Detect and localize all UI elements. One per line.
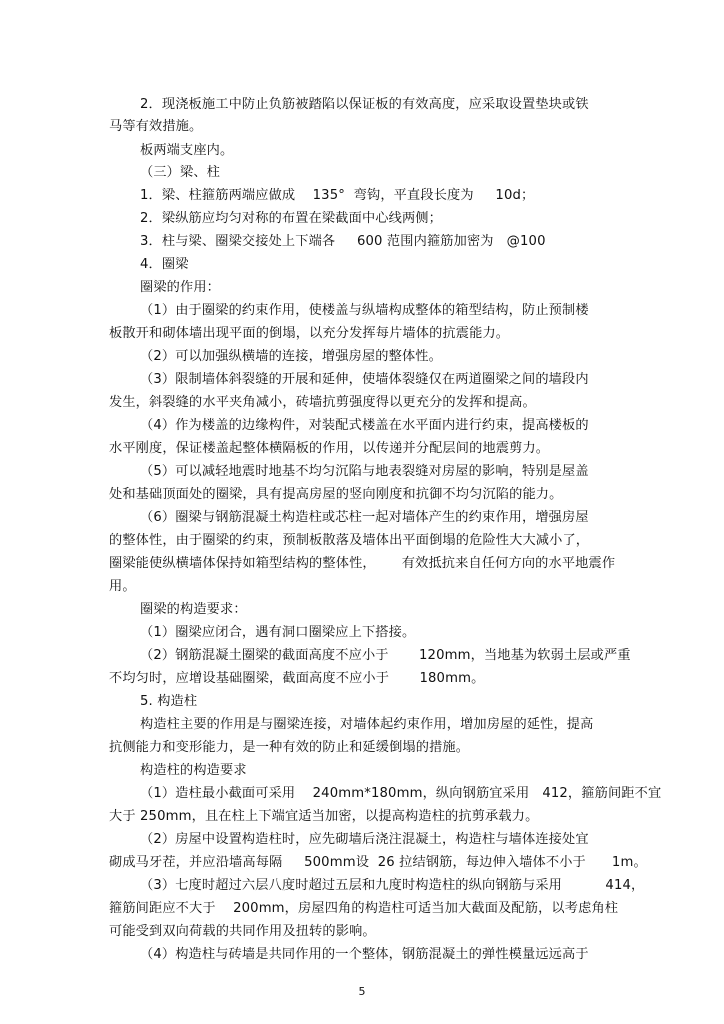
- section-heading: （三）梁、柱: [140, 165, 221, 180]
- text-line: 圈梁能使纵横墙体保持如箱型结构的整体性， 有效抵抗来自任何方向的水平地震作: [109, 556, 616, 571]
- text-line: 不均匀时，应增设基础圈梁，截面高度不应小于 180mm。: [109, 671, 485, 686]
- text-line: 大于 250mm，且在柱上下端宜适当加密，以提高构造柱的抗剪承载力。: [109, 809, 539, 824]
- text-line: 圈梁的作用：: [140, 280, 221, 295]
- text-line: 板散开和砌体墙出现平面的倒塌，以充分发挥每片墙体的抗震能力。: [109, 326, 510, 341]
- text-line: 可能受到双向荷载的共同作用及扭转的影响。: [109, 924, 376, 939]
- text-line: 马等有效措施。: [109, 119, 203, 134]
- text-line: （3）限制墙体斜裂缝的开展和延伸，使墙体裂缝仅在两道圈梁之间的墙段内: [140, 372, 589, 387]
- text-line: 用。: [109, 579, 136, 594]
- text-line: （5）可以减轻地震时地基不均匀沉陷与地表裂缝对房屋的影响，特别是屋盖: [140, 464, 589, 479]
- text-line: （4）构造柱与砖墙是共同作用的一个整体，钢筋混凝土的弹性模量远远高于: [140, 947, 589, 962]
- text-line: 水平刚度，保证楼盖起整体横隔板的作用，以传递并分配层间的地震剪力。: [109, 441, 550, 456]
- text-line: 的整体性，由于圈梁的约束，预制板散落及墙体出平面倒塌的危险性大大减小了，: [109, 533, 590, 548]
- page-number: 5: [358, 985, 366, 998]
- text-line: 箍筋间距应不大于 200mm，房屋四角的构造柱可适当加大截面及配筋，以考虑角柱: [109, 901, 619, 916]
- text-line: 砌成马牙茬，并应沿墙高每隔 500mm设 26 拉结钢筋，每边伸入墙体不小于 1m。: [109, 855, 647, 870]
- text-line: 发生，斜裂缝的水平夹角减小，砖墙抗剪强度得以更充分的发挥和提高。: [109, 395, 536, 410]
- text-line: 2．现浇板施工中防止负筋被踏陷以保证板的有效高度，应采取设置垫块或铁: [140, 97, 589, 112]
- text-line: 构造柱主要的作用是与圈梁连接，对墙体起约束作用，增加房屋的延性，提高: [140, 717, 594, 732]
- text-line: 3．柱与梁、圈梁交接处上下端各 600 范围内箍筋加密为 @100: [140, 234, 546, 249]
- text-line: 抗侧能力和变形能力，是一种有效的防止和延缓倒塌的措施。: [109, 740, 470, 755]
- text-line: （1）由于圈梁的约束作用，使楼盖与纵墙构成整体的箱型结构，防止预制楼: [140, 303, 589, 318]
- text-line: （6）圈梁与钢筋混凝土构造柱或芯柱一起对墙体产生的约束作用，增强房屋: [140, 510, 589, 525]
- text-line: （2）可以加强纵横墙的连接，增强房屋的整体性。: [140, 349, 442, 364]
- subsection-heading: 5. 构造柱: [140, 694, 198, 709]
- text-line: 构造柱的构造要求: [140, 763, 247, 778]
- text-line: （4）作为楼盖的边缘构件，对装配式楼盖在水平面内进行约束，提高楼板的: [140, 418, 589, 433]
- text-line: （2）房屋中设置构造柱时，应先砌墙后浇注混凝土，构造柱与墙体连接处宜: [140, 832, 589, 847]
- text-line: （3）七度时超过六层八度时超过五层和九度时构造柱的纵向钢筋与采用 414，: [140, 878, 645, 893]
- text-line: 圈梁的构造要求：: [140, 602, 247, 617]
- subsection-heading: 4．圈梁: [140, 257, 189, 272]
- text-line: （1）圈梁应闭合，遇有洞口圈梁应上下搭接。: [140, 625, 416, 640]
- text-line: 2．梁纵筋应均匀对称的布置在梁截面中心线两侧；: [140, 211, 442, 226]
- text-line: 1．梁、柱箍筋两端应做成 135° 弯钩，平直段长度为 10d；: [140, 188, 535, 203]
- text-line: （1）造柱最小截面可采用 240mm*180mm，纵向钢筋宜采用 412，箍筋间距不宜: [140, 786, 662, 801]
- text-line: 板两端支座内。: [140, 143, 234, 158]
- text-line: （2）钢筋混凝土圈梁的截面高度不应小于 120mm，当地基为软弱土层或严重: [140, 648, 631, 663]
- text-line: 处和基础顶面处的圈梁，具有提高房屋的竖向刚度和抗御不均匀沉陷的能力。: [109, 487, 563, 502]
